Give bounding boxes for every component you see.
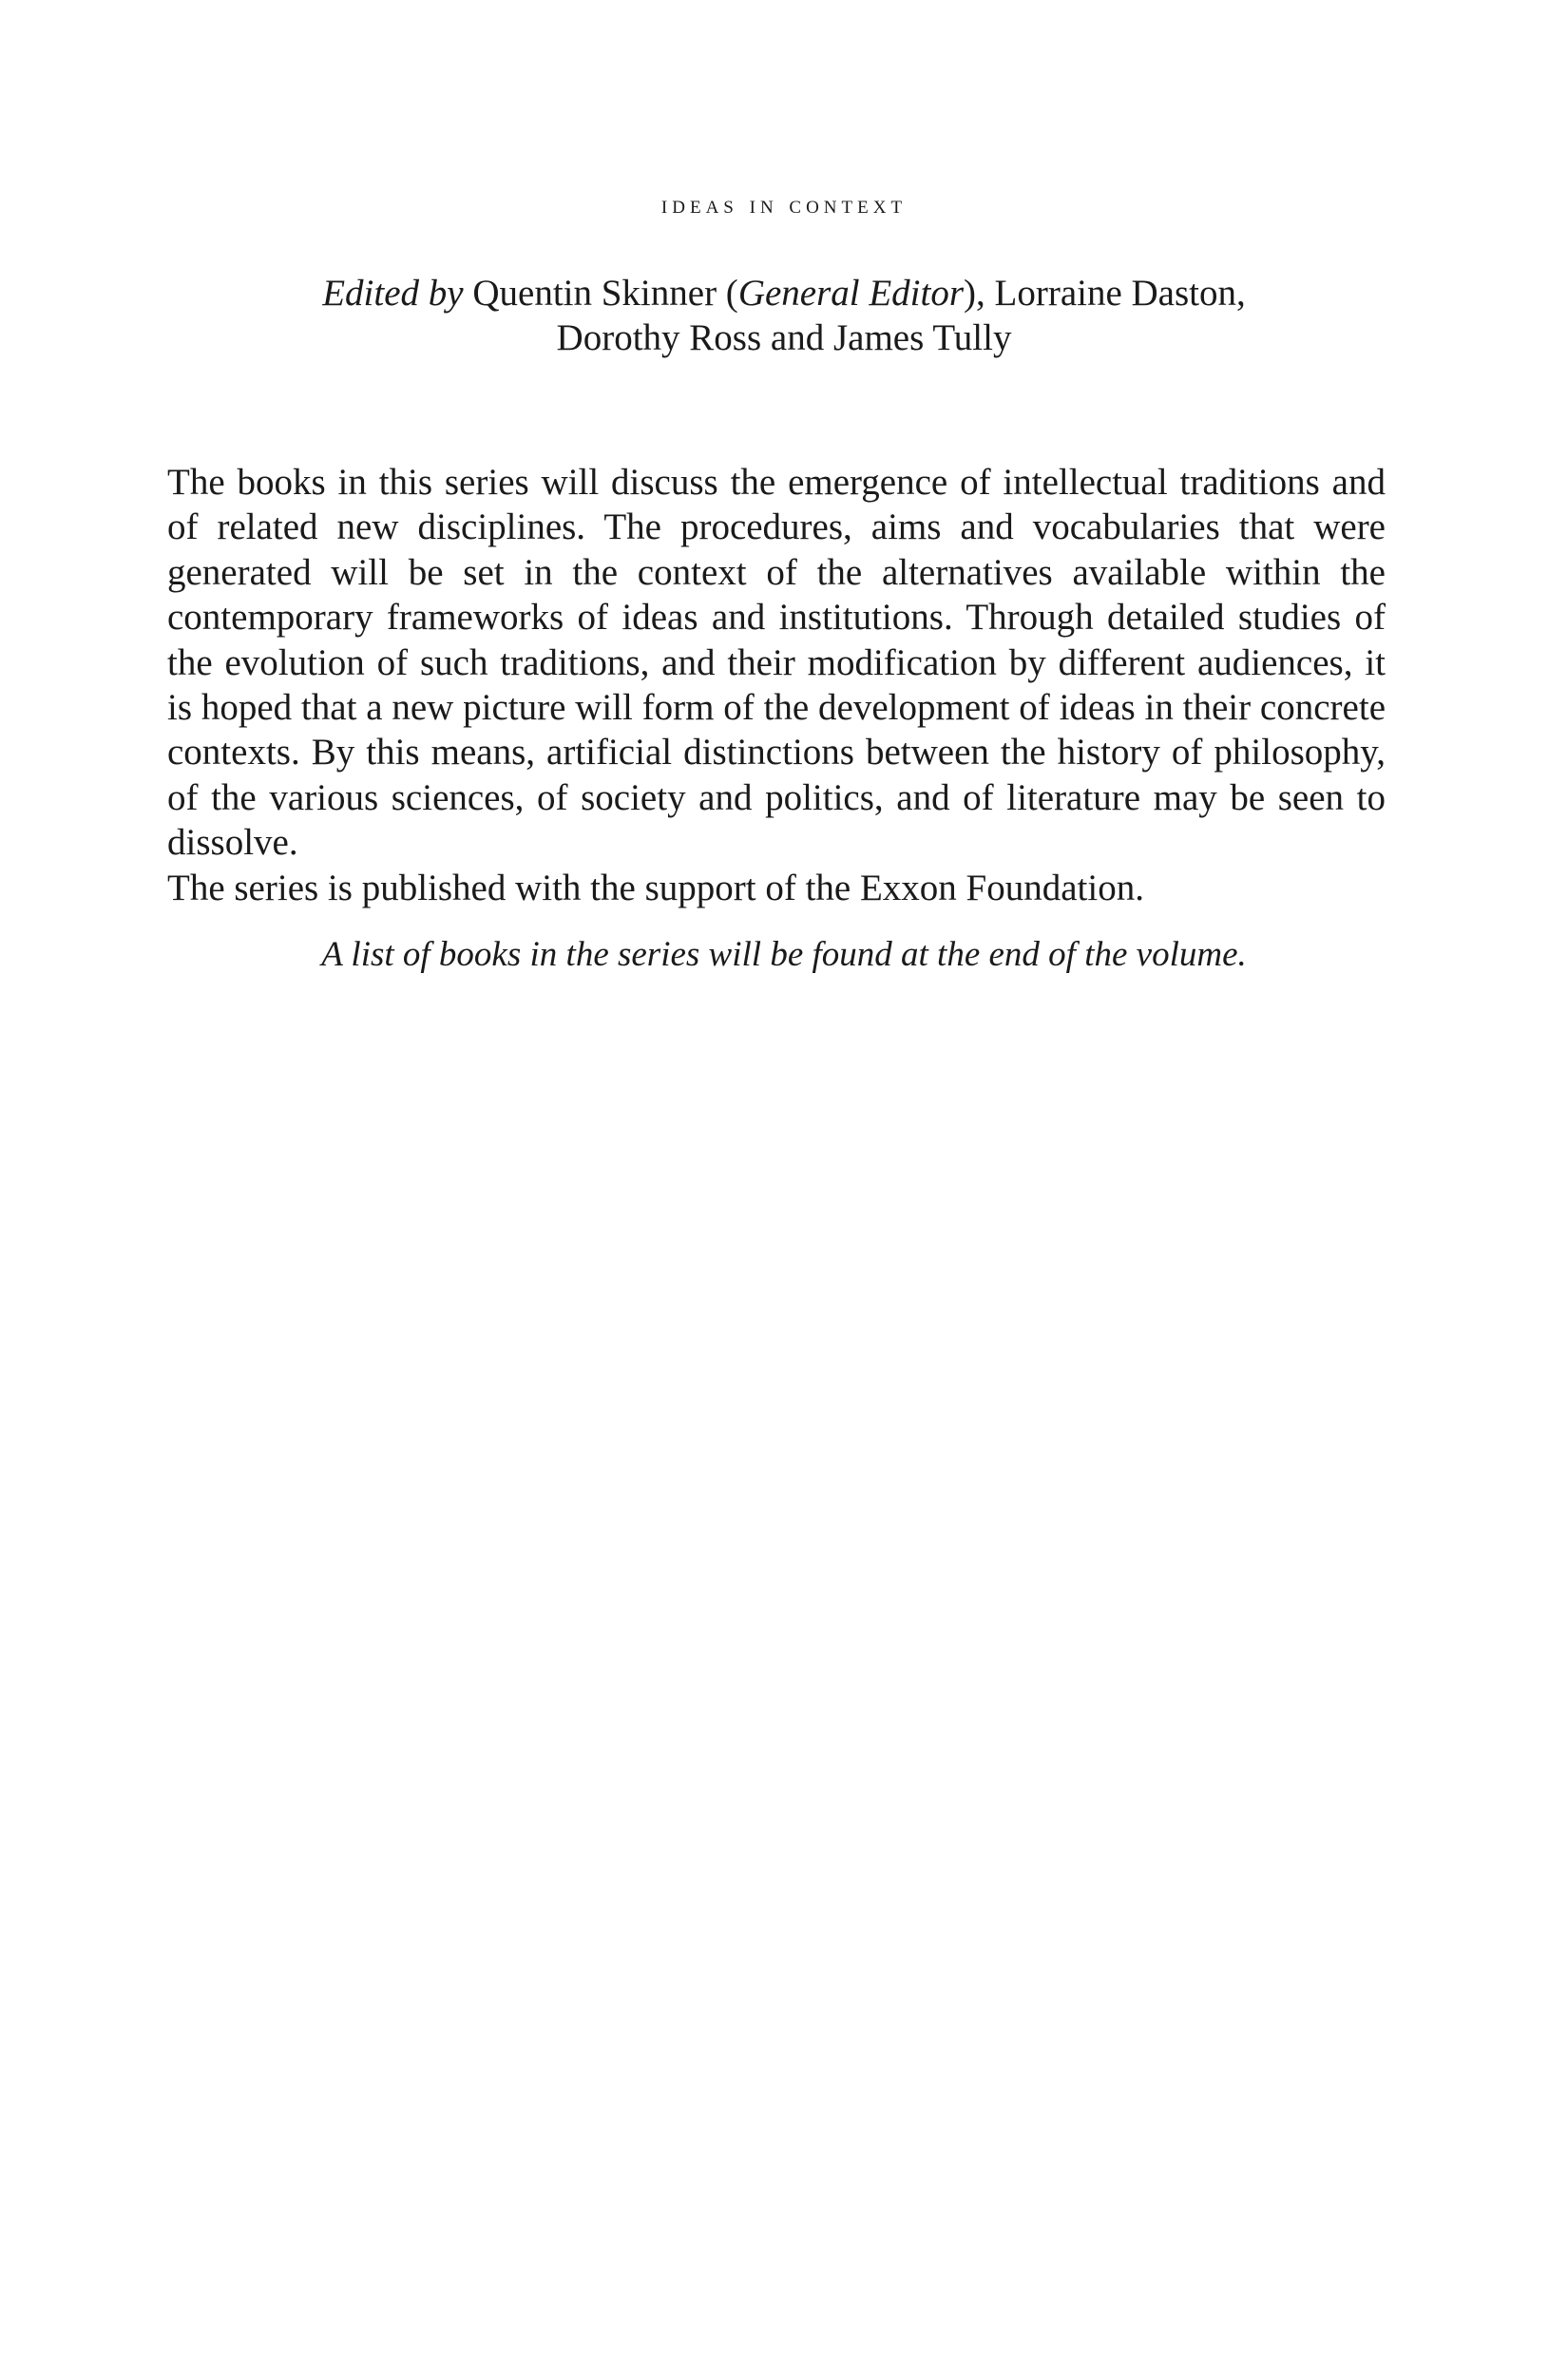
book-list-note: A list of books in the series will be found at the end of the volume. [321, 935, 1247, 974]
support-note: The series is published with the support of the Exxon Foundation. [167, 867, 1144, 908]
general-editor-label: General Editor [737, 273, 965, 314]
editors-credit [0, 271, 1568, 360]
editor-skinner: Quentin Skinner ( [463, 273, 738, 314]
editors-line-2: Dorothy Ross and James Tully [556, 317, 1012, 358]
editors-line-1 [0, 271, 1568, 315]
editor-daston: ), Lorraine Daston, [964, 273, 1246, 314]
series-title: ideas in context [660, 190, 908, 219]
series-description-block [167, 460, 1386, 910]
edited-by-label: Edited by [322, 273, 464, 314]
series-description: The books in this series will discuss the emergence of intellectual traditions and of related new disciplines. The procedures, aims and vocabularies that were generated will be set in the context of the alternatives available within the contemporary frameworks of ideas and institutions. Through detailed studies of the evolution of such traditions, and their modification by different audiences, it is hoped that a new picture will form of the development of ideas in their concrete contexts. By this means, artificial distinctions between the history of philosophy, of the various sciences, of society and politics, and of literature may be seen to dissolve. [167, 462, 1386, 864]
